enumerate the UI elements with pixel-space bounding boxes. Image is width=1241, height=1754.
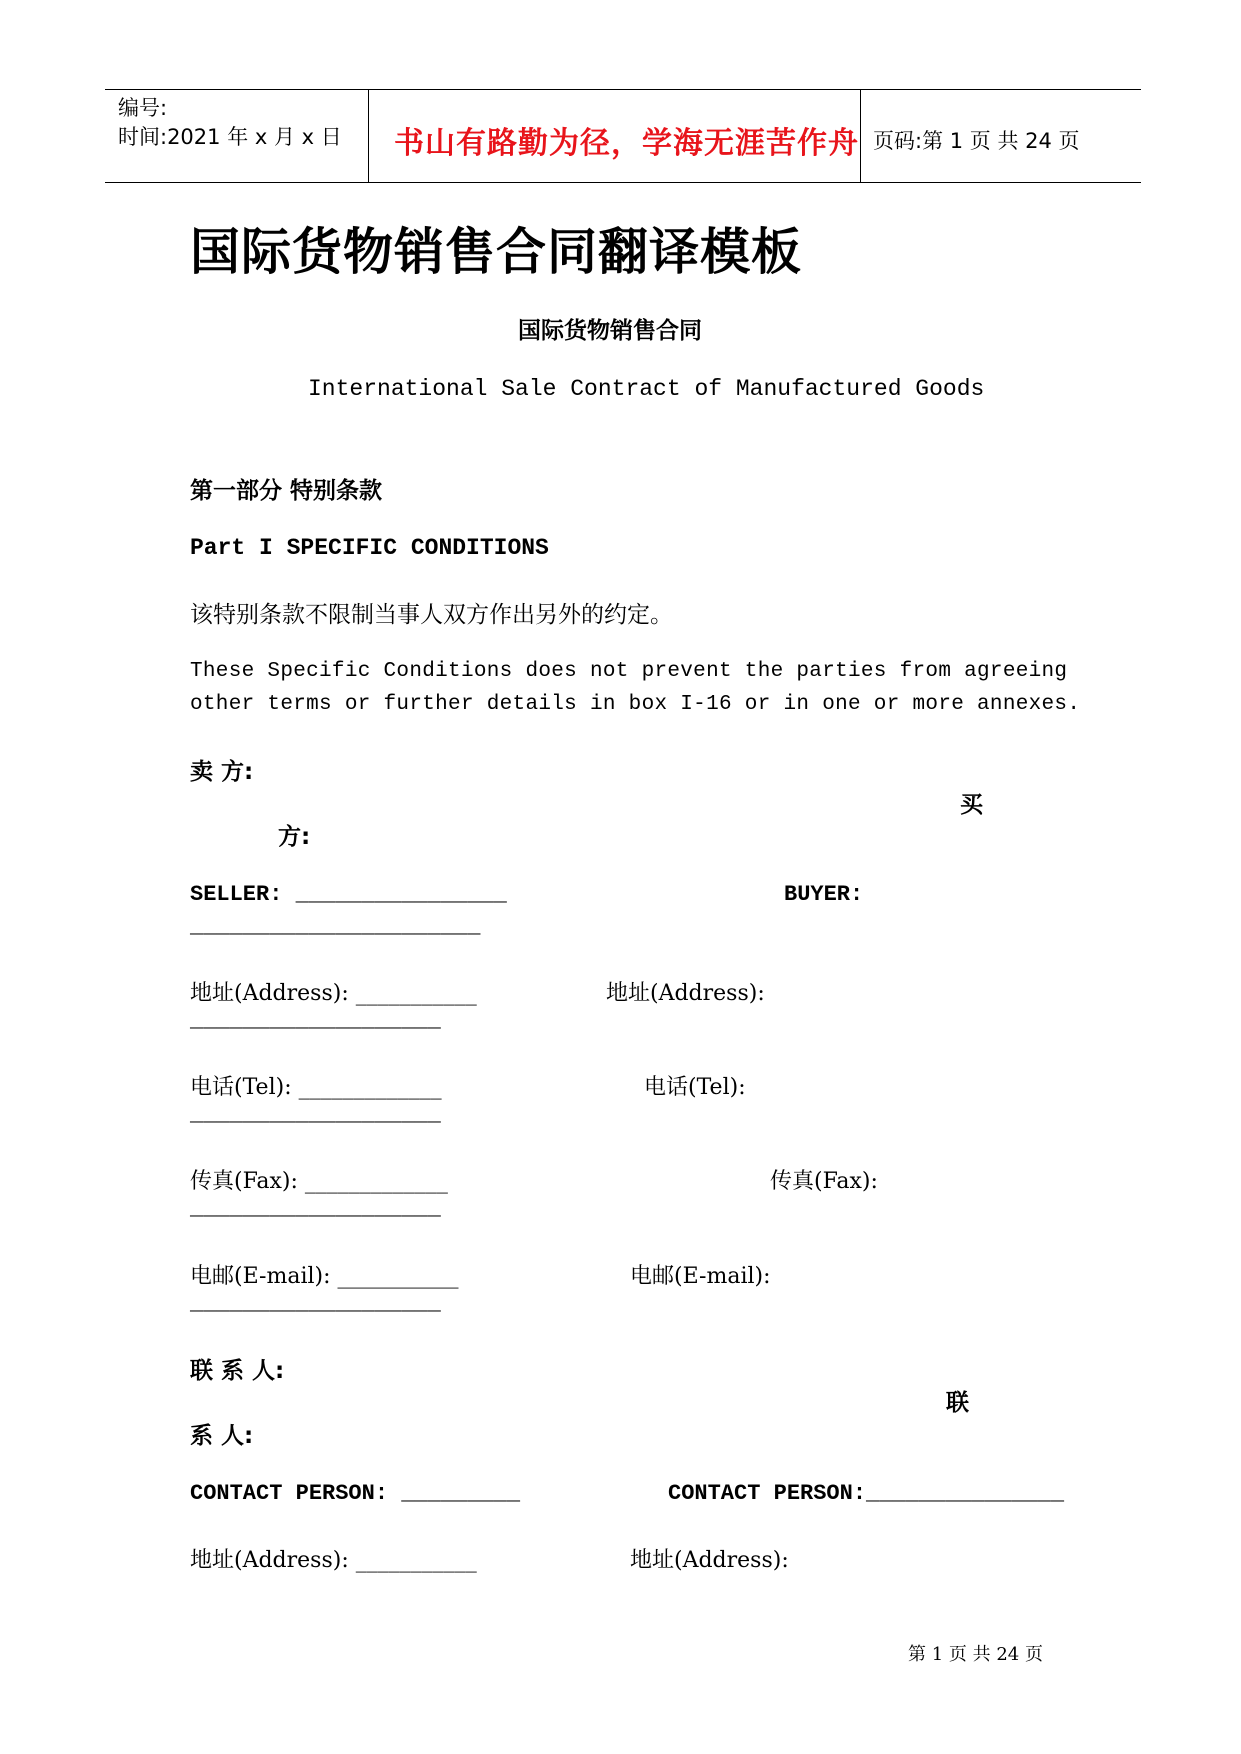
seller-label-en: SELLER: ________________ — [190, 882, 507, 907]
buyer-name-line: ______________________ — [190, 914, 481, 939]
buyer-fax-field: 传真(Fax): — [770, 1169, 878, 1194]
document-title: 国际货物销售合同翻译模板 — [190, 223, 802, 281]
buyer-contact-label-en: CONTACT PERSON:_______________ — [668, 1481, 1065, 1506]
specific-conditions-para-en-line1: These Specific Conditions does not prevent the parties from agreeing — [190, 660, 1068, 683]
header-top-border — [105, 89, 1141, 90]
seller-contact-label-cn: 联 系 人: — [190, 1358, 285, 1384]
specific-conditions-para-cn: 该特别条款不限制当事人双方作出另外的约定。 — [190, 602, 673, 628]
buyer-email-field: 电邮(E-mail): — [630, 1264, 771, 1289]
header-number-label: 编号: — [118, 96, 168, 120]
buyer-label-en: BUYER: — [784, 882, 864, 907]
buyer-contact-address-field: 地址(Address): — [630, 1548, 789, 1573]
buyer-fax-line: ___________________ — [190, 1196, 441, 1221]
specific-conditions-para-en-line2: other terms or further details in box I-16 or in one or more annexes. — [190, 693, 1081, 716]
buyer-address-field: 地址(Address): — [606, 981, 765, 1006]
seller-address-field: 地址(Address): ___________ — [190, 981, 477, 1006]
page-footer: 第 1 页 共 24 页 — [908, 1644, 1043, 1665]
part-heading-cn: 第一部分 特别条款 — [190, 478, 383, 504]
header-divider-left — [368, 89, 369, 182]
buyer-email-line: ___________________ — [190, 1291, 441, 1316]
part-heading-en: Part I SPECIFIC CONDITIONS — [190, 535, 549, 561]
buyer-tel-line: ___________________ — [190, 1102, 441, 1127]
header-motto: 书山有路勤为径，学海无涯苦作舟 — [394, 126, 859, 161]
buyer-contact-label-cn-2: 系 人: — [190, 1423, 254, 1449]
buyer-label-cn-1: 买 — [960, 792, 983, 818]
seller-label-cn: 卖 方: — [190, 759, 254, 785]
seller-contact-address-field: 地址(Address): ___________ — [190, 1548, 477, 1573]
seller-fax-field: 传真(Fax): _____________ — [190, 1169, 448, 1194]
seller-contact-label-en: CONTACT PERSON: _________ — [190, 1481, 521, 1506]
header-divider-right — [860, 89, 861, 182]
header-time-label: 时间:2021 年 x 月 x 日 — [118, 125, 342, 149]
contract-title-cn: 国际货物销售合同 — [518, 318, 702, 344]
buyer-address-line: ___________________ — [190, 1008, 441, 1033]
buyer-label-cn-2: 方: — [278, 824, 311, 850]
header-page-info: 页码:第 1 页 共 24 页 — [873, 129, 1080, 153]
buyer-contact-label-cn-1: 联 — [946, 1390, 969, 1416]
header-bottom-border — [105, 182, 1141, 183]
seller-email-field: 电邮(E-mail): ___________ — [190, 1264, 459, 1289]
seller-tel-field: 电话(Tel): _____________ — [190, 1075, 442, 1100]
contract-title-en: International Sale Contract of Manufactured Goods — [308, 376, 985, 402]
buyer-tel-field: 电话(Tel): — [644, 1075, 746, 1100]
